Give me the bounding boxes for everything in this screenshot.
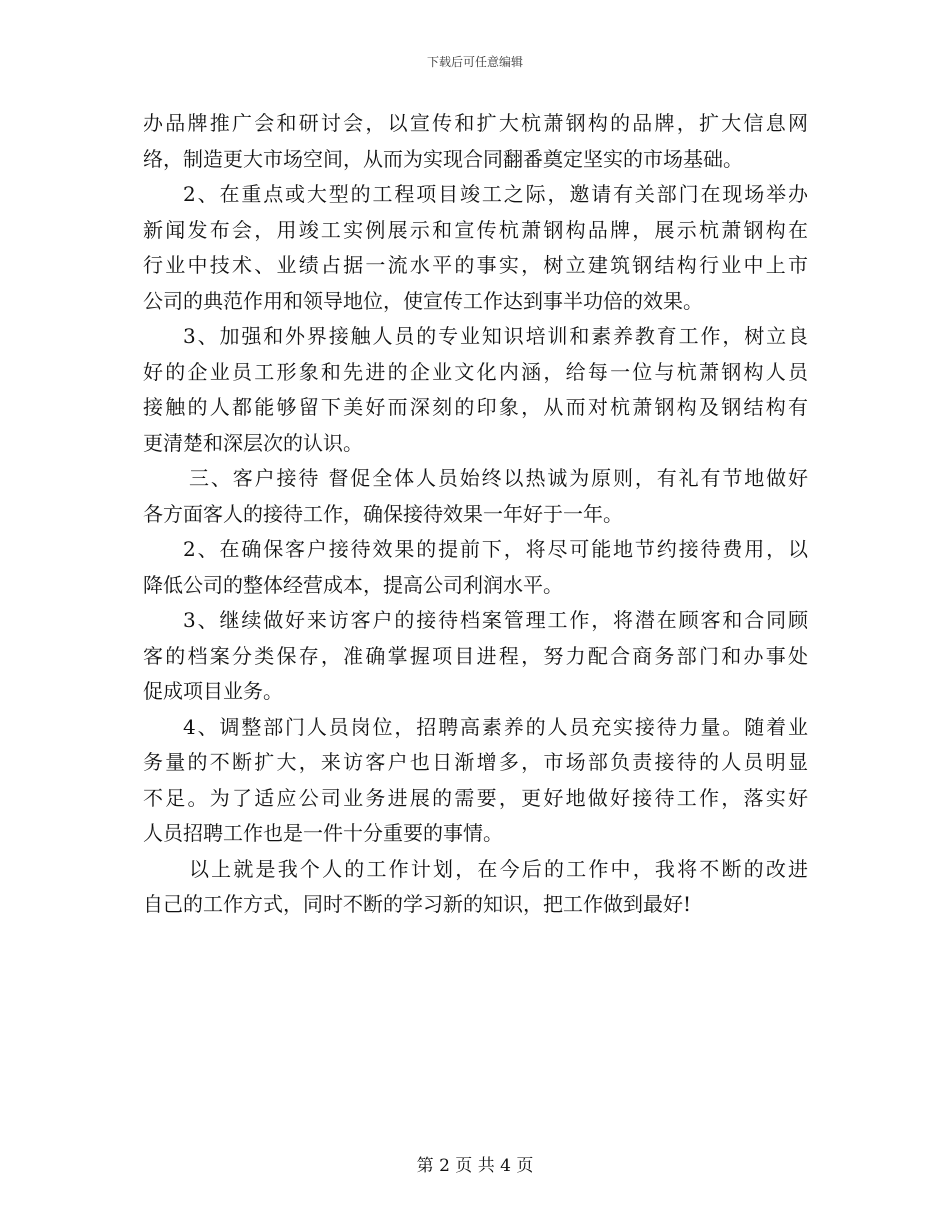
- paragraph: [143, 461, 808, 532]
- text-line: 自己的工作方式，同时不断的学习新的知识，把工作做到最好!: [143, 892, 692, 916]
- text-line: 2、在确保客户接待效果的提前下，将尽可能地节约接待费用，以: [183, 537, 808, 561]
- text-line: 2、在重点或大型的工程项目竣工之际，邀请有关部门在现场举办: [183, 182, 808, 206]
- text-line: 更清楚和深层次的认识。: [143, 430, 363, 455]
- paragraph: [143, 852, 808, 923]
- text-line: 降低公司的整体经营成本，提高公司利润水平。: [143, 572, 563, 597]
- paragraph: [143, 177, 808, 319]
- text-line: 以上就是我个人的工作计划，在今后的工作中，我将不断的改进: [189, 856, 808, 881]
- text-line: 三、客户接待 督促全体人员始终以热诚为原则，有礼有节地做好: [189, 466, 808, 490]
- text-line: 人员招聘工作也是一件十分重要的事情。: [143, 821, 503, 845]
- text-line: 不足。为了适应公司业务进展的需要，更好地做好接待工作，落实好: [143, 785, 808, 810]
- text-line: 3、继续做好来访客户的接待档案管理工作，将潜在顾客和合同顾: [183, 608, 808, 632]
- document-body: [143, 106, 808, 923]
- text-line: 各方面客人的接待工作，确保接待效果一年好于一年。: [143, 501, 623, 526]
- text-line: 办品牌推广会和研讨会，以宣传和扩大杭萧钢构的品牌，扩大信息网: [143, 111, 808, 135]
- text-line: 务量的不断扩大，来访客户也日渐增多，市场部负责接待的人员明显: [143, 750, 808, 774]
- text-line: 公司的典范作用和领导地位，使宣传工作达到事半功倍的效果。: [143, 288, 703, 313]
- page-number-footer: 第 2 页 共 4 页: [416, 1156, 534, 1176]
- text-line: 促成项目业务。: [143, 679, 283, 703]
- text-line: 好的企业员工形象和先进的企业文化内涵，给每一位与杭萧钢构人员: [143, 359, 808, 384]
- text-line: 新闻发布会，用竣工实例展示和宣传杭萧钢构品牌，展示杭萧钢构在: [143, 217, 808, 242]
- text-line: 接触的人都能够留下美好而深刻的印象，从而对杭萧钢构及钢结构有: [143, 395, 808, 419]
- text-line: 3、加强和外界接触人员的专业知识培训和素养教育工作，树立良: [183, 324, 808, 348]
- paragraph: [143, 710, 808, 852]
- paragraph: [143, 532, 808, 603]
- paragraph: [143, 319, 808, 461]
- paragraph: [143, 106, 808, 177]
- text-line: 行业中技术、业绩占据一流水平的事实，树立建筑钢结构行业中上市: [143, 253, 808, 277]
- paragraph: [143, 603, 808, 710]
- text-line: 络，制造更大市场空间，从而为实现合同翻番奠定坚实的市场基础。: [143, 146, 743, 171]
- text-line: 4、调整部门人员岗位，招聘高素养的人员充实接待力量。随着业: [183, 714, 808, 739]
- text-line: 客的档案分类保存，准确掌握项目进程，努力配合商务部门和办事处: [143, 643, 808, 668]
- page-header: 下载后可任意编辑: [426, 55, 523, 69]
